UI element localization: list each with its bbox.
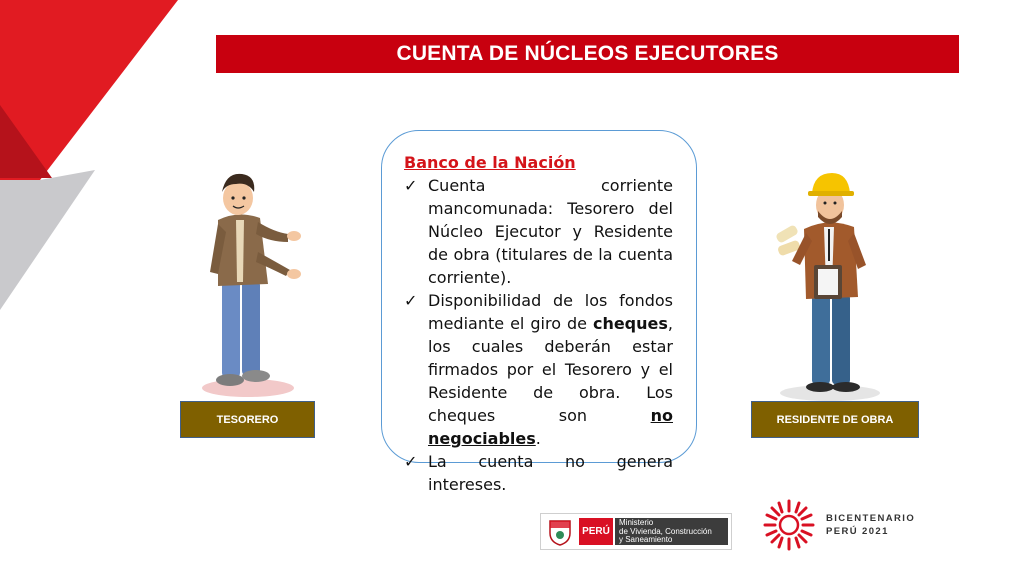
check-icon: ✓ [404, 176, 418, 195]
treasurer-illustration [196, 162, 306, 402]
bullet-funds-text [428, 289, 673, 450]
bicentenario-logo [760, 497, 920, 553]
coat-of-arms-icon [541, 514, 579, 549]
bullet-funds-mid: , los cuales deberán estar firmados por el Tesorero y el Residente de obra. Los cheques son [428, 314, 673, 425]
bullet-funds-pre: Disponibilidad de los fondos mediante el giro de [428, 291, 673, 333]
ministry-name: Ministerio de Vivienda, Construcción y Saneamiento [615, 518, 728, 545]
peru-brand: PERÚ [579, 518, 613, 545]
check-icon: ✓ [404, 452, 418, 471]
bicentenario-text: BICENTENARIO PERÚ 2021 [826, 513, 916, 537]
bullet-account-word1: Cuenta [428, 176, 486, 195]
treasurer-label: TESORERO [180, 401, 315, 438]
site-resident-illustration [768, 165, 888, 405]
check-icon: ✓ [404, 291, 418, 310]
bank-heading: Banco de la Nación [404, 153, 576, 172]
list-item [404, 289, 673, 450]
bullet-funds-end: . [535, 429, 541, 448]
cheques-term: cheques [592, 314, 668, 333]
bank-info-box [381, 130, 697, 494]
non-negotiable-term: no negociables [428, 406, 673, 448]
bullet-account-word2: corriente [600, 176, 673, 195]
list-item [404, 450, 673, 496]
list-item [404, 174, 673, 289]
page-title: CUENTA DE NÚCLEOS EJECUTORES [216, 35, 959, 73]
ministry-logo [540, 513, 732, 550]
bicentenario-emblem-icon [760, 497, 818, 553]
bullet-account-rest: mancomunada: Tesorero del Núcleo Ejecutor y Residente de obra (titulares de la cuenta corriente). [428, 199, 673, 287]
site-resident-label: RESIDENTE DE OBRA [751, 401, 919, 438]
bullet-account-text [428, 174, 673, 289]
bullet-interest-text: La cuenta no genera intereses. [428, 452, 673, 494]
